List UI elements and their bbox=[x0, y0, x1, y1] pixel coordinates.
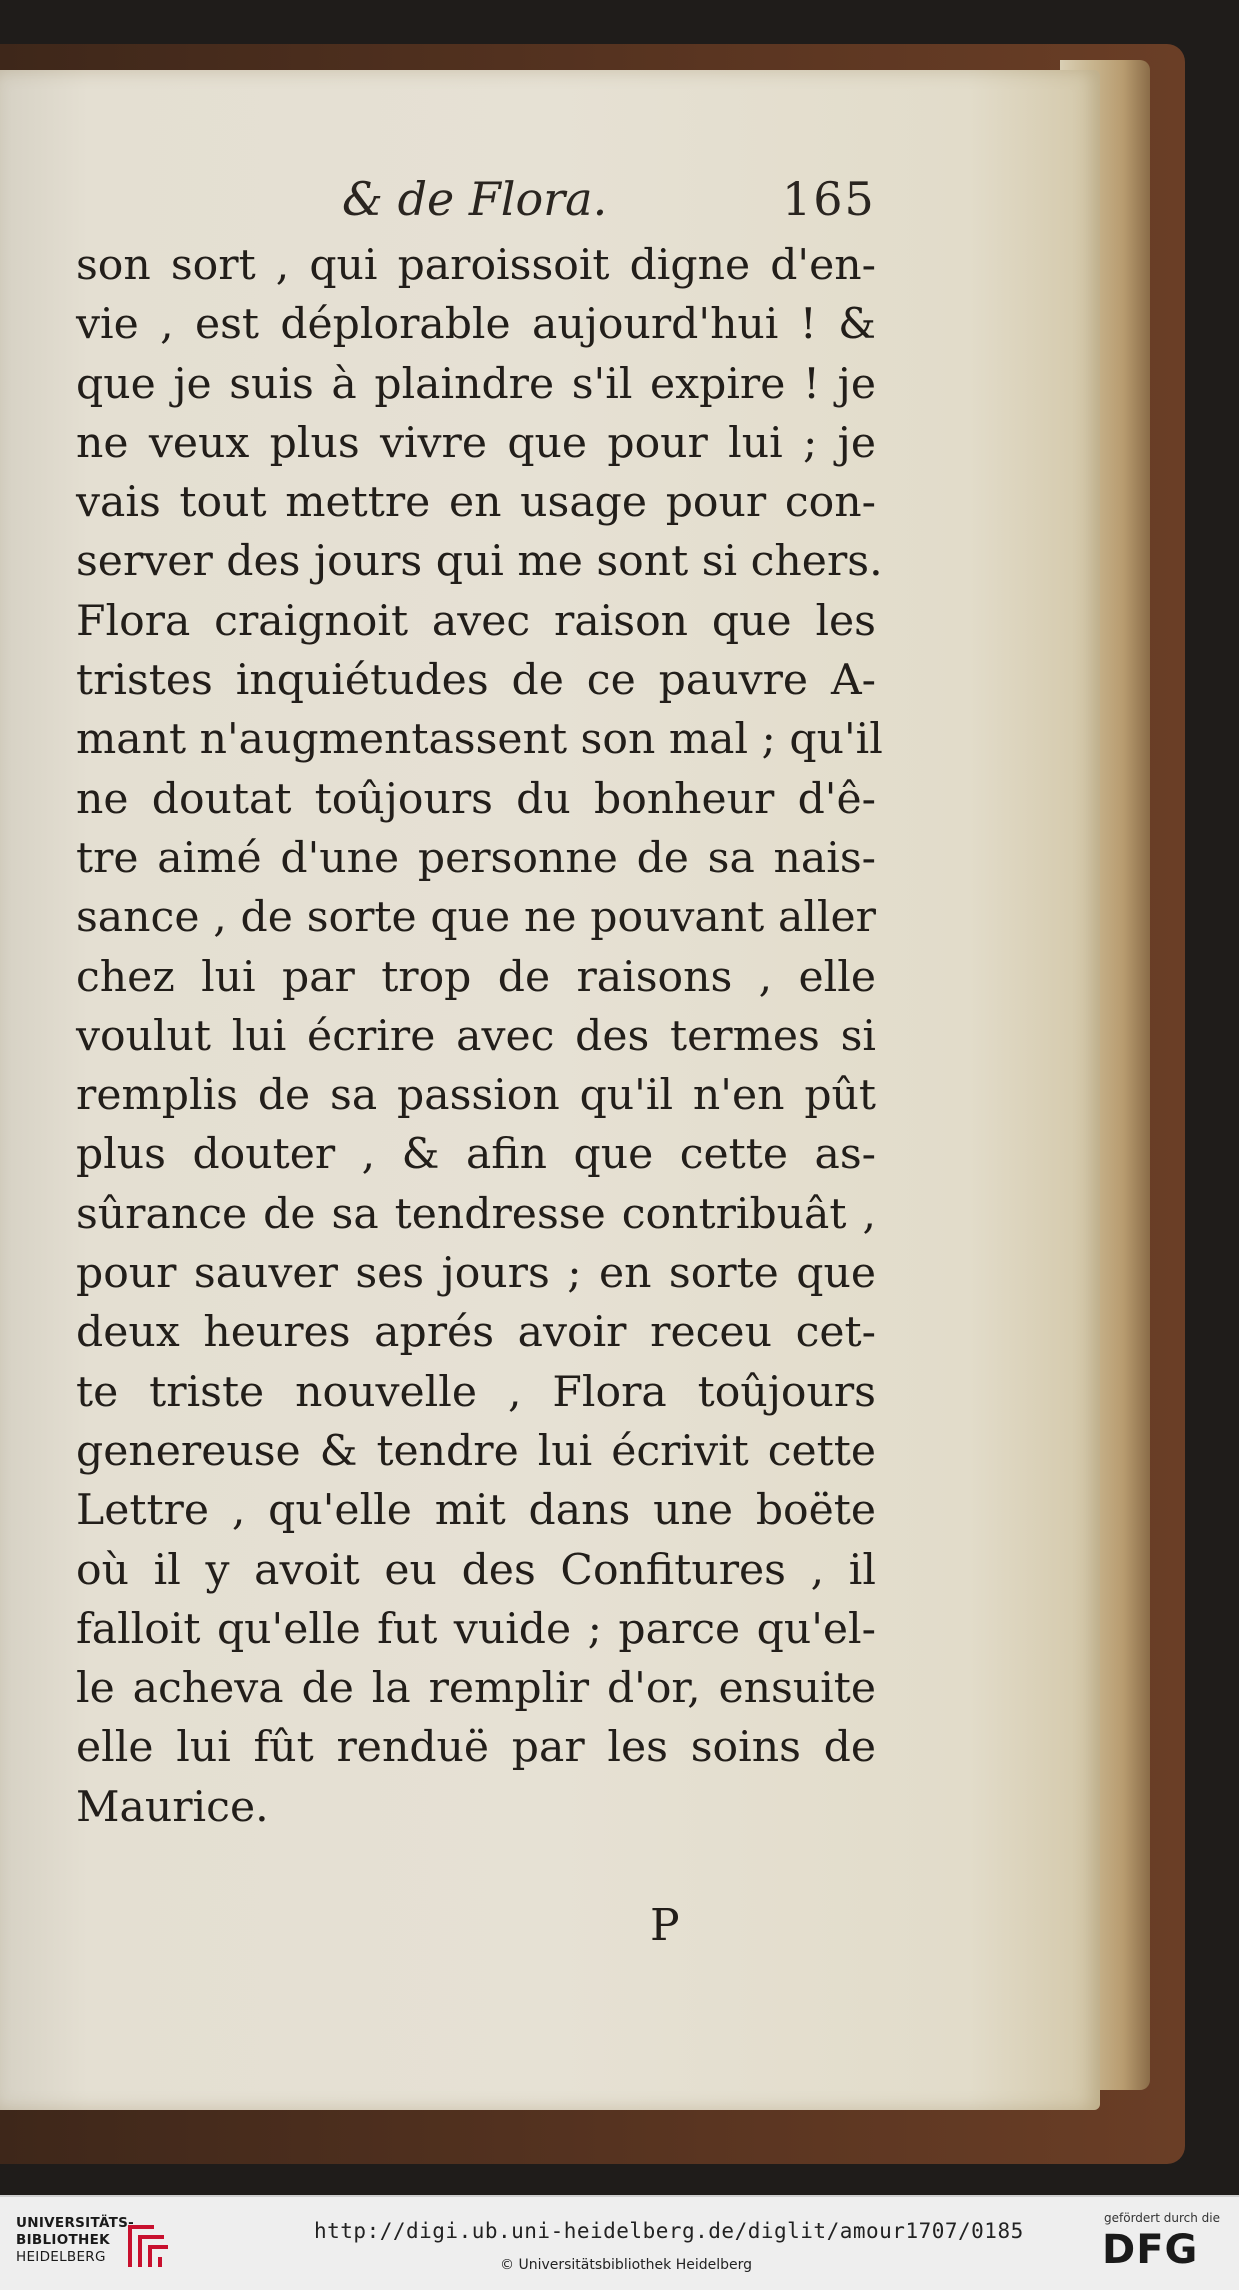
library-name-line1: UNIVERSITÄTS- bbox=[16, 2215, 135, 2231]
text-line: tristes inquiétudes de ce pauvre A- bbox=[76, 656, 876, 706]
text-line: plus douter , & afin que cette as- bbox=[76, 1130, 876, 1180]
library-name-line3: HEIDELBERG bbox=[16, 2249, 106, 2265]
text-line: voulut lui écrire avec des termes si bbox=[76, 1011, 876, 1061]
text-line: sûrance de sa tendresse contribuât , bbox=[76, 1189, 876, 1239]
copyright-notice: © Universitätsbibliothek Heidelberg bbox=[500, 2257, 753, 2273]
page-number: 165 bbox=[782, 172, 876, 226]
page-header bbox=[330, 168, 890, 238]
text-line: Lettre , qu'elle mit dans une boëte bbox=[76, 1486, 876, 1536]
text-line: chez lui par trop de raisons , elle bbox=[76, 952, 876, 1002]
text-line: le acheva de la remplir d'or, ensuite bbox=[76, 1664, 876, 1714]
text-line: Flora craignoit avec raison que les bbox=[76, 596, 876, 646]
source-url-link[interactable]: http://digi.ub.uni-heidelberg.de/diglit/amour1707/0185 bbox=[314, 2219, 1024, 2243]
running-title: & de Flora. bbox=[342, 172, 608, 226]
text-line: son sort , qui paroissoit digne d'en- bbox=[76, 241, 876, 290]
viewer-footer bbox=[0, 2195, 1239, 2290]
text-line: sance , de sorte que ne pouvant aller bbox=[76, 893, 876, 943]
text-line: elle lui fût renduë par les soins de bbox=[76, 1723, 876, 1773]
text-line: genereuse & tendre lui écrivit cette bbox=[76, 1426, 876, 1476]
text-line: te triste nouvelle , Flora toûjours bbox=[76, 1367, 876, 1417]
body-text bbox=[76, 236, 883, 1837]
text-line: ne veux plus vivre que pour lui ; je bbox=[76, 418, 876, 468]
text-line: remplis de sa passion qu'il n'en pût bbox=[76, 1071, 876, 1121]
text-line: tre aimé d'une personne de sa nais- bbox=[76, 833, 876, 883]
dfg-logo: DFG bbox=[1102, 2227, 1199, 2273]
library-name-line2: BIBLIOTHEK bbox=[16, 2232, 110, 2248]
text-line: server des jours qui me sont si chers. bbox=[76, 537, 883, 587]
ub-heidelberg-logo-icon bbox=[124, 2217, 172, 2273]
text-line: deux heures aprés avoir receu cet- bbox=[76, 1308, 876, 1358]
text-line: falloit qu'elle fut vuide ; parce qu'el- bbox=[76, 1604, 876, 1654]
text-line: Maurice. bbox=[76, 1782, 269, 1832]
text-line: vie , est déplorable aujourd'hui ! & bbox=[76, 300, 876, 350]
library-name bbox=[16, 2215, 136, 2266]
text-line: ne doutat toûjours du bonheur d'ê- bbox=[76, 774, 876, 824]
text-line: où il y avoit eu des Confitures , il bbox=[76, 1545, 876, 1595]
text-line: vais tout mettre en usage pour con- bbox=[76, 478, 876, 528]
text-line: mant n'augmentassent son mal ; qu'il bbox=[76, 715, 883, 765]
funded-by-label: gefördert durch die bbox=[1104, 2211, 1220, 2225]
text-line: que je suis à plaindre s'il expire ! je bbox=[76, 359, 876, 409]
text-line: pour sauver ses jours ; en sorte que bbox=[76, 1249, 876, 1299]
signature-mark: P bbox=[650, 1900, 680, 1951]
